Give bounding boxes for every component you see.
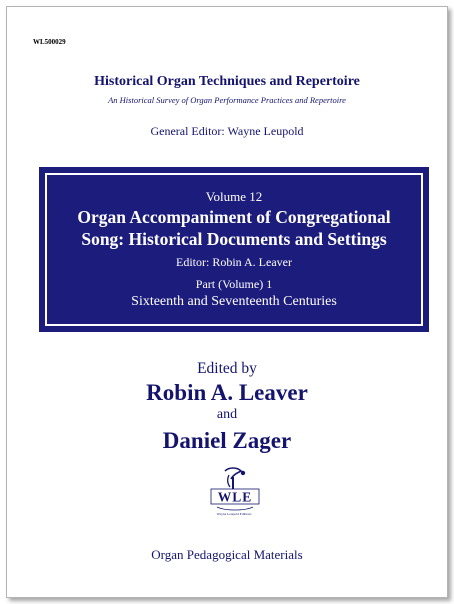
editor-name-1: Robin A. Leaver [146, 380, 308, 405]
part-number: Part (Volume) 1 [195, 277, 273, 291]
catalog-number: WL500029 [33, 38, 66, 46]
and-label: and [216, 407, 238, 422]
footer-series-label: Organ Pedagogical Materials [151, 547, 303, 562]
period-subtitle: Sixteenth and Seventeenth Centuries [131, 294, 337, 309]
edited-by-label: Edited by [197, 360, 257, 377]
volume-number: Volume 12 [205, 189, 263, 204]
volume-title-box [39, 167, 429, 332]
book-cover [6, 6, 448, 598]
volume-title-line-2: Song: Historical Documents and Settings [81, 229, 387, 249]
volume-title [39, 206, 429, 250]
logo-letters: WLE [217, 489, 253, 505]
general-editor: General Editor: Wayne Leupold [150, 124, 304, 138]
series-subtitle: An Historical Survey of Organ Performance Practices and Repertoire [108, 95, 346, 105]
editor-name-2: Daniel Zager [162, 428, 292, 453]
logo-caption: Wayne Leupold Editions [216, 512, 252, 516]
volume-title-line-1: Organ Accompaniment of Congregational [77, 207, 391, 227]
series-title: Historical Organ Techniques and Repertoire [94, 74, 360, 89]
volume-editor: Editor: Robin A. Leaver [176, 255, 292, 269]
